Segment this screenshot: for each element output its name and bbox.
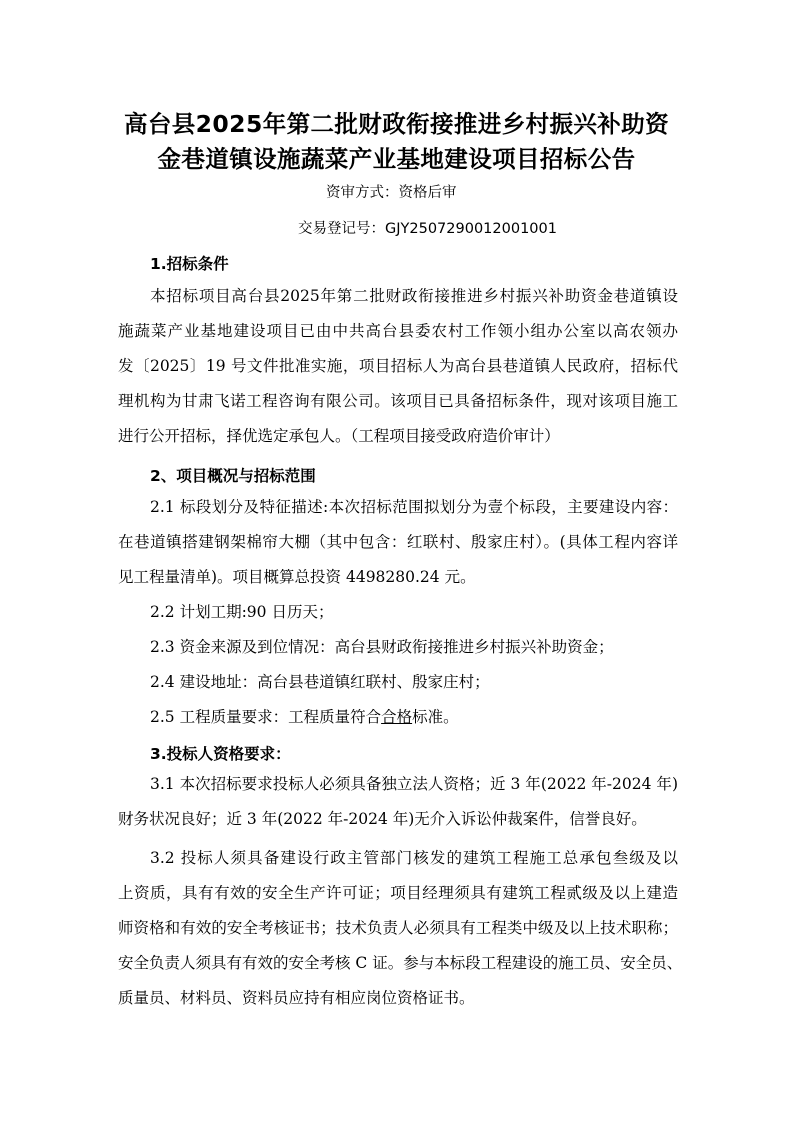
s3-1-line: 3.1 本次招标要求投标人必须具备独立法人资格；近 3 年(2022 年-2024 年) <box>150 775 678 793</box>
section-2-heading: 2、项目概况与招标范围 <box>150 467 316 485</box>
registration-number: 交易登记号：GJY2507290012001001 <box>298 221 557 237</box>
s2-1-line: 2.1 标段划分及特征描述:本次招标范围拟划分为壹个标段，主要建设内容： <box>150 498 678 516</box>
s3-1-line: 财务状况良好；近 3 年(2022 年-2024 年)无介入诉讼仲裁案件，信誉良好。 <box>118 810 647 828</box>
s2-5-line <box>150 710 459 726</box>
s2-5-underlined: 合格 <box>381 708 413 726</box>
s1-line: 理机构为甘肃飞诺工程咨询有限公司。该项目已具备招标条件，现对该项目施工 <box>118 392 678 410</box>
s3-2-line: 安全负责人须具有有效的安全考核 C 证。参与本标段工程建设的施工员、安全员、 <box>118 954 683 972</box>
s2-3-line: 2.3 资金来源及到位情况：高台县财政衔接推进乡村振兴补助资金； <box>150 638 614 656</box>
s3-2-line: 师资格和有效的安全考核证书；技术负责人必须具有工程类中级及以上技术职称； <box>118 919 678 937</box>
review-method: 资审方式：资格后审 <box>326 185 457 201</box>
s1-line: 本招标项目高台县2025年第二批财政衔接推进乡村振兴补助资金巷道镇设 <box>150 287 678 305</box>
s3-2-line: 上资质，具有有效的安全生产许可证；项目经理须具有建筑工程贰级及以上建造 <box>118 884 678 902</box>
doc-title-line-2: 金巷道镇设施蔬菜产业基地建设项目招标公告 <box>157 145 636 173</box>
s2-5-text-end: 标准。 <box>412 708 459 726</box>
s3-2-line: 质量员、材料员、资料员应持有相应岗位资格证书。 <box>118 989 475 1007</box>
s1-line: 发〔2025〕19 号文件批准实施，项目招标人为高台县巷道镇人民政府，招标代 <box>118 357 678 375</box>
s2-2-line: 2.2 计划工期:90 日历天； <box>150 603 334 621</box>
section-3-heading: 3.投标人资格要求： <box>150 745 291 763</box>
s2-4-line: 2.4 建设地址：高台县巷道镇红联村、殷家庄村； <box>150 673 490 691</box>
s3-2-line: 3.2 投标人须具备建设行政主管部门核发的建筑工程施工总承包叁级及以 <box>150 849 678 867</box>
doc-title-line-1: 高台县2025年第二批财政衔接推进乡村振兴补助资 <box>123 110 669 138</box>
section-1-heading: 1.招标条件 <box>150 255 229 273</box>
s2-5-text: 2.5 工程质量要求：工程质量符合 <box>150 708 382 726</box>
s1-line: 施蔬菜产业基地建设项目已由中共高台县委农村工作领小组办公室以高农领办 <box>118 322 678 340</box>
s2-1-line: 见工程量清单)。项目概算总投资 4498280.24 元。 <box>118 568 476 586</box>
s1-line: 进行公开招标，择优选定承包人。（工程项目接受政府造价审计） <box>118 427 560 445</box>
s2-1-line: 在巷道镇搭建钢架棉帘大棚（其中包含：红联村、殷家庄村）。(具体工程内容详 <box>118 533 678 551</box>
